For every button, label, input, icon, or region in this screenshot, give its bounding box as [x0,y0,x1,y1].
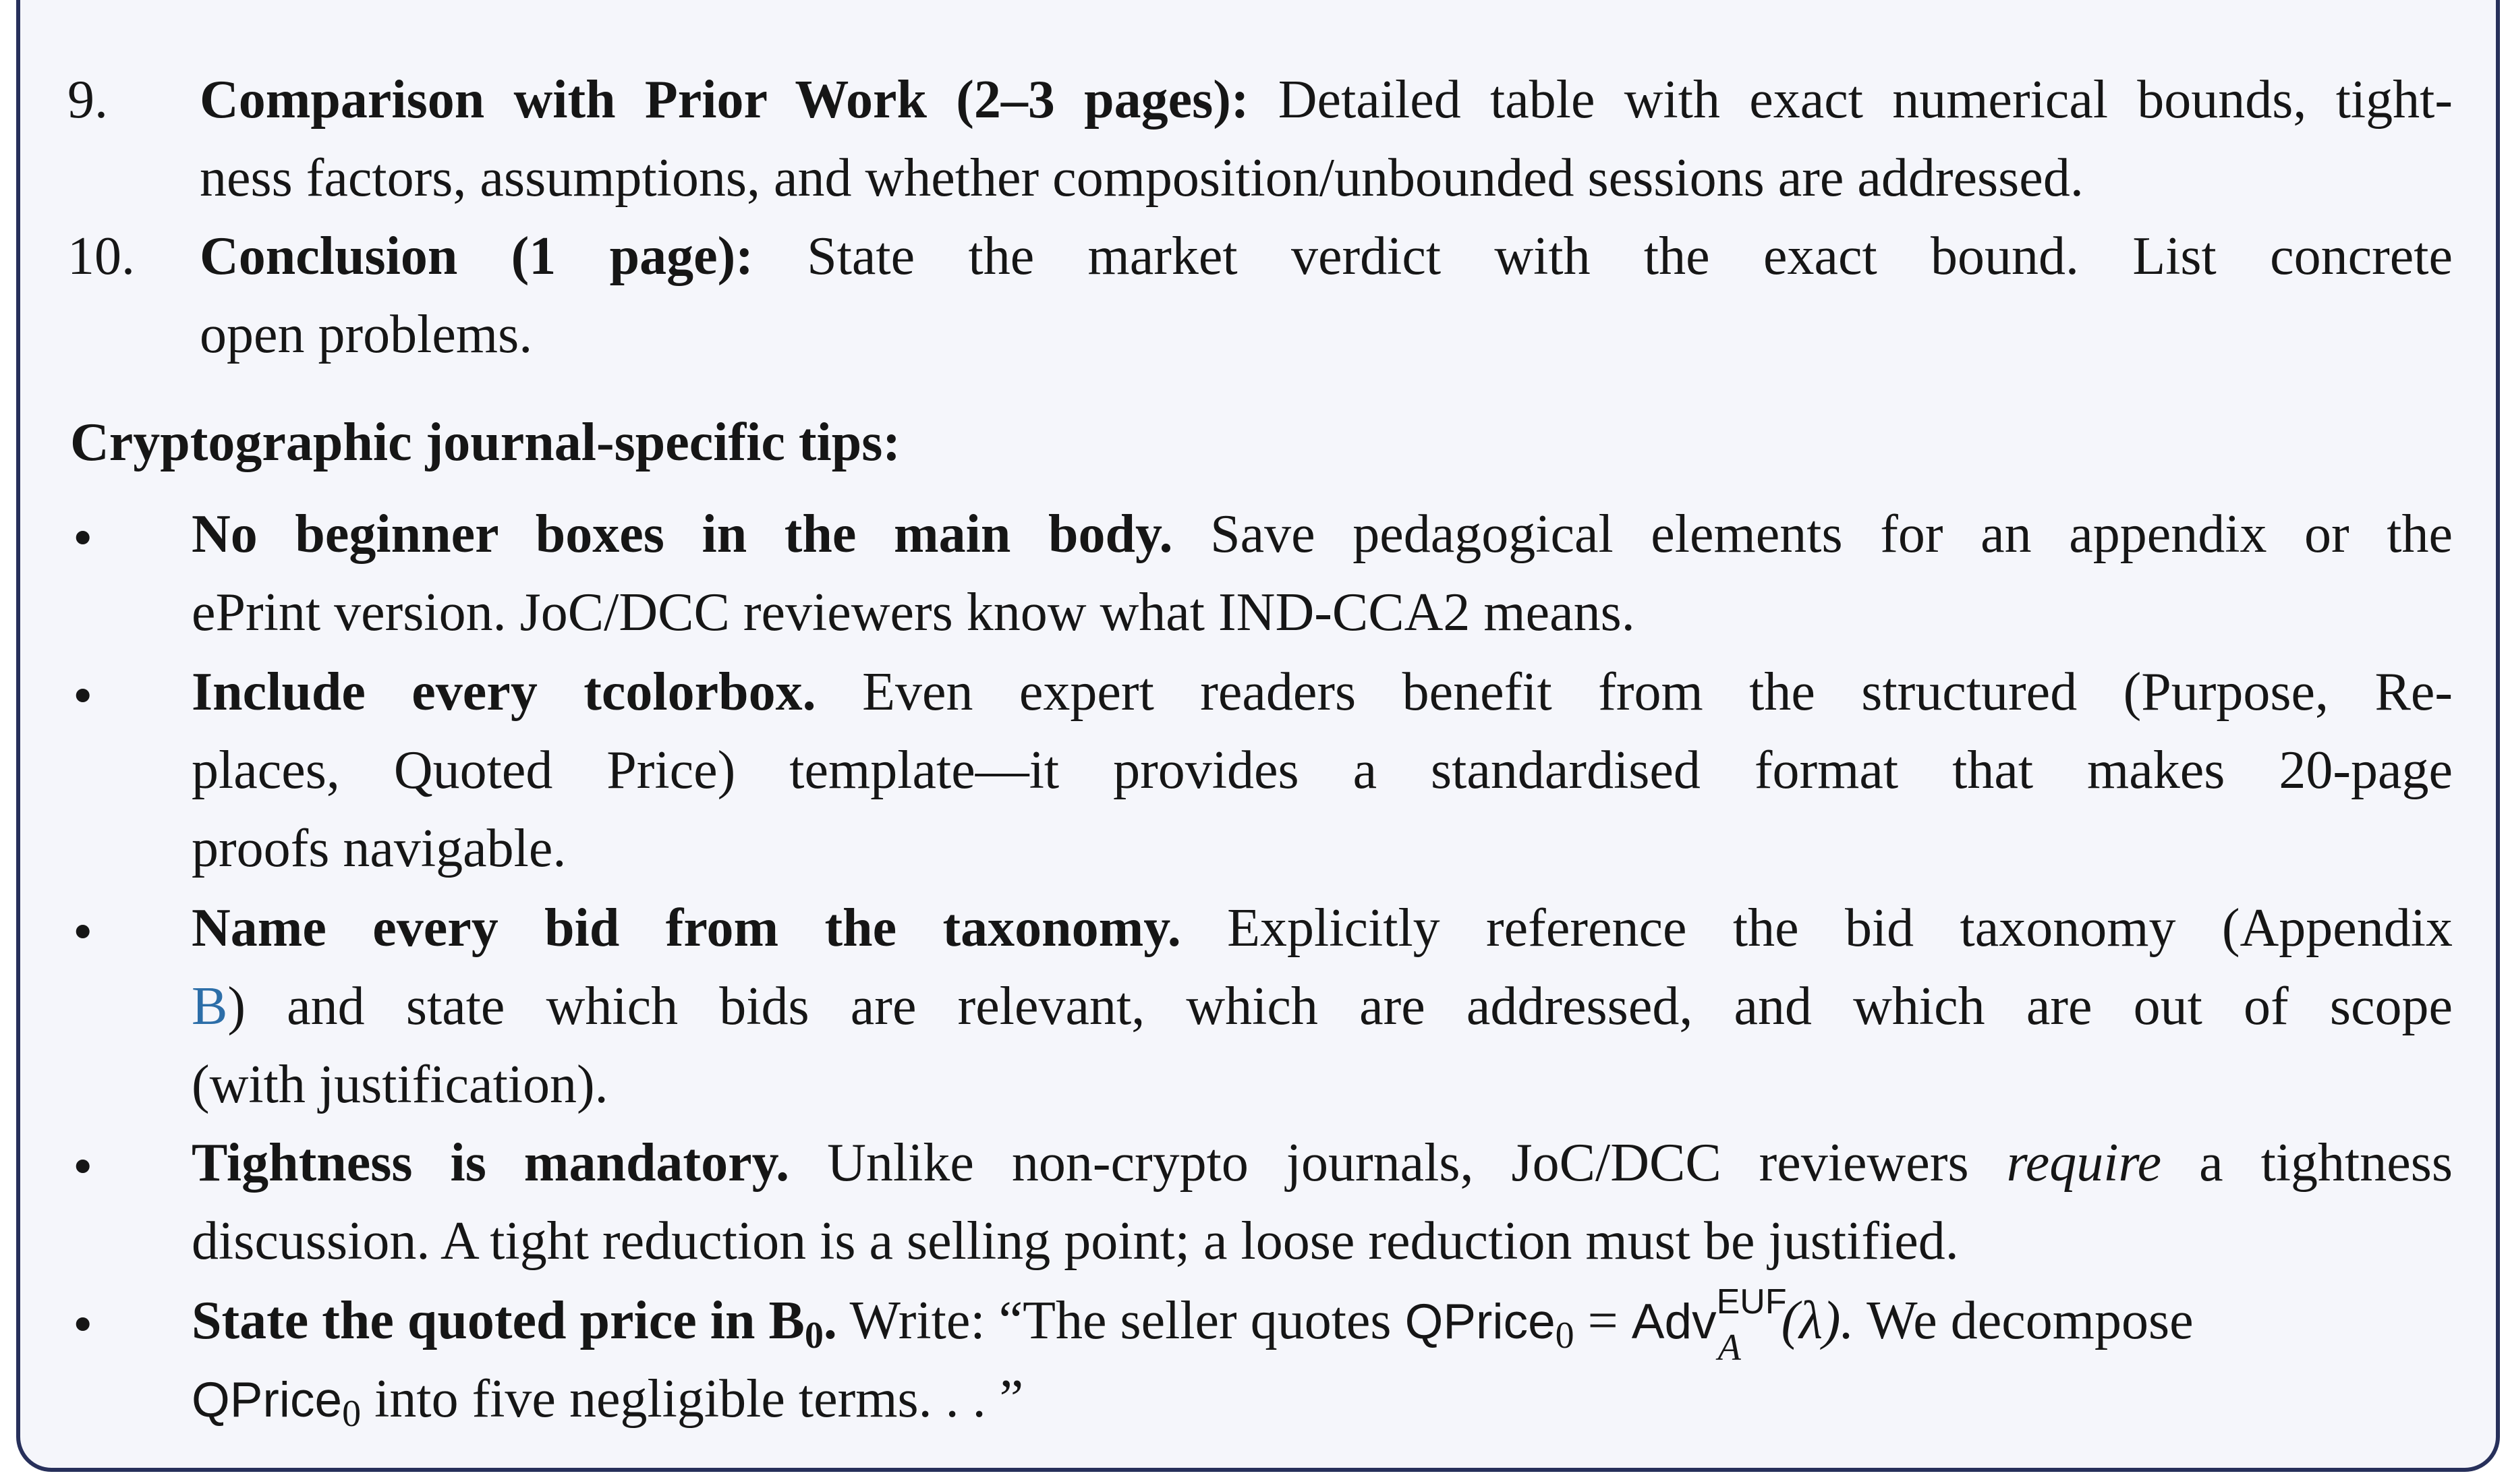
tip-title: State the quoted price in $B_0$. [192,1291,837,1357]
item-number: 9. [67,70,108,130]
item-9-line-2: ness factors, assumptions, and whether composition/unbounded sessions are addressed. [200,148,2084,208]
bullet-icon: • [73,1293,93,1356]
tip-5-line-2: QPrice$_0$ into five negligible terms. . . ” [192,1369,1024,1435]
item-10-line-1: Conclusion (1 page): State the market verdict with the exact bound. List concrete [200,227,2453,286]
item-10-line-2: open problems. [200,305,533,364]
bullet-icon: • [73,507,93,569]
tip-2-line-3: proofs navigable. [192,819,567,878]
tip-title: Name every bid from the taxonomy. [192,898,1181,958]
item-9-line-1: Comparison with Prior Work (2–3 pages): Detailed table with exact numerical bounds, tight- [200,70,2453,130]
item-title: Comparison with Prior Work (2–3 pages): [200,70,1249,130]
tip-4-line-1: Tightness is mandatory. Unlike non-crypto journals, JoC/DCC reviewers require a tightness [192,1133,2453,1193]
tip-5-line-1: State the quoted price in $B_0$. Write: “The seller quotes QPrice$_0$ = Adv EUF A (λ). We decompose [192,1282,2194,1369]
bullet-icon: • [73,901,93,963]
item-title: Conclusion (1 page): [200,227,753,286]
tip-2-line-2: places, Quoted Price) template—it provides a standardised format that makes 20-page [192,741,2453,800]
tip-4-line-2: discussion. A tight reduction is a selling point; a loose reduction must be justified. [192,1211,1959,1271]
appendix-b-link[interactable]: B [192,977,228,1036]
math-adv: Adv EUF A (λ). [1631,1282,1854,1369]
tip-3-line-2: B) and state which bids are relevant, which are addressed, and which are out of scope [192,977,2453,1036]
tip-title: No beginner boxes in the main body. [192,505,1173,564]
tip-title: Tightness is mandatory. [192,1133,790,1193]
math-equals: = [1587,1291,1618,1350]
tips-heading: Cryptographic journal-specific tips: [70,413,901,472]
item-number: 10. [67,227,135,286]
tip-3-line-1: Name every bid from the taxonomy. Explicitly reference the bid taxonomy (Appendix [192,898,2453,958]
tip-title: Include every tcolorbox. [192,662,816,722]
tip-1-line-1: No beginner boxes in the main body. Save pedagogical elements for an appendix or the [192,505,2453,564]
tip-2-line-1: Include every tcolorbox. Even expert readers benefit from the structured (Purpose, Re- [192,662,2453,722]
tip-3-line-3: (with justification). [192,1055,608,1114]
bullet-icon: • [73,664,93,727]
tip-1-line-2: ePrint version. JoC/DCC reviewers know what IND-CCA2 means. [192,583,1635,642]
bullet-icon: • [73,1135,93,1198]
math-qprice: QPrice$_0$ [1404,1294,1574,1357]
emphasis-require: require [2006,1133,2162,1193]
